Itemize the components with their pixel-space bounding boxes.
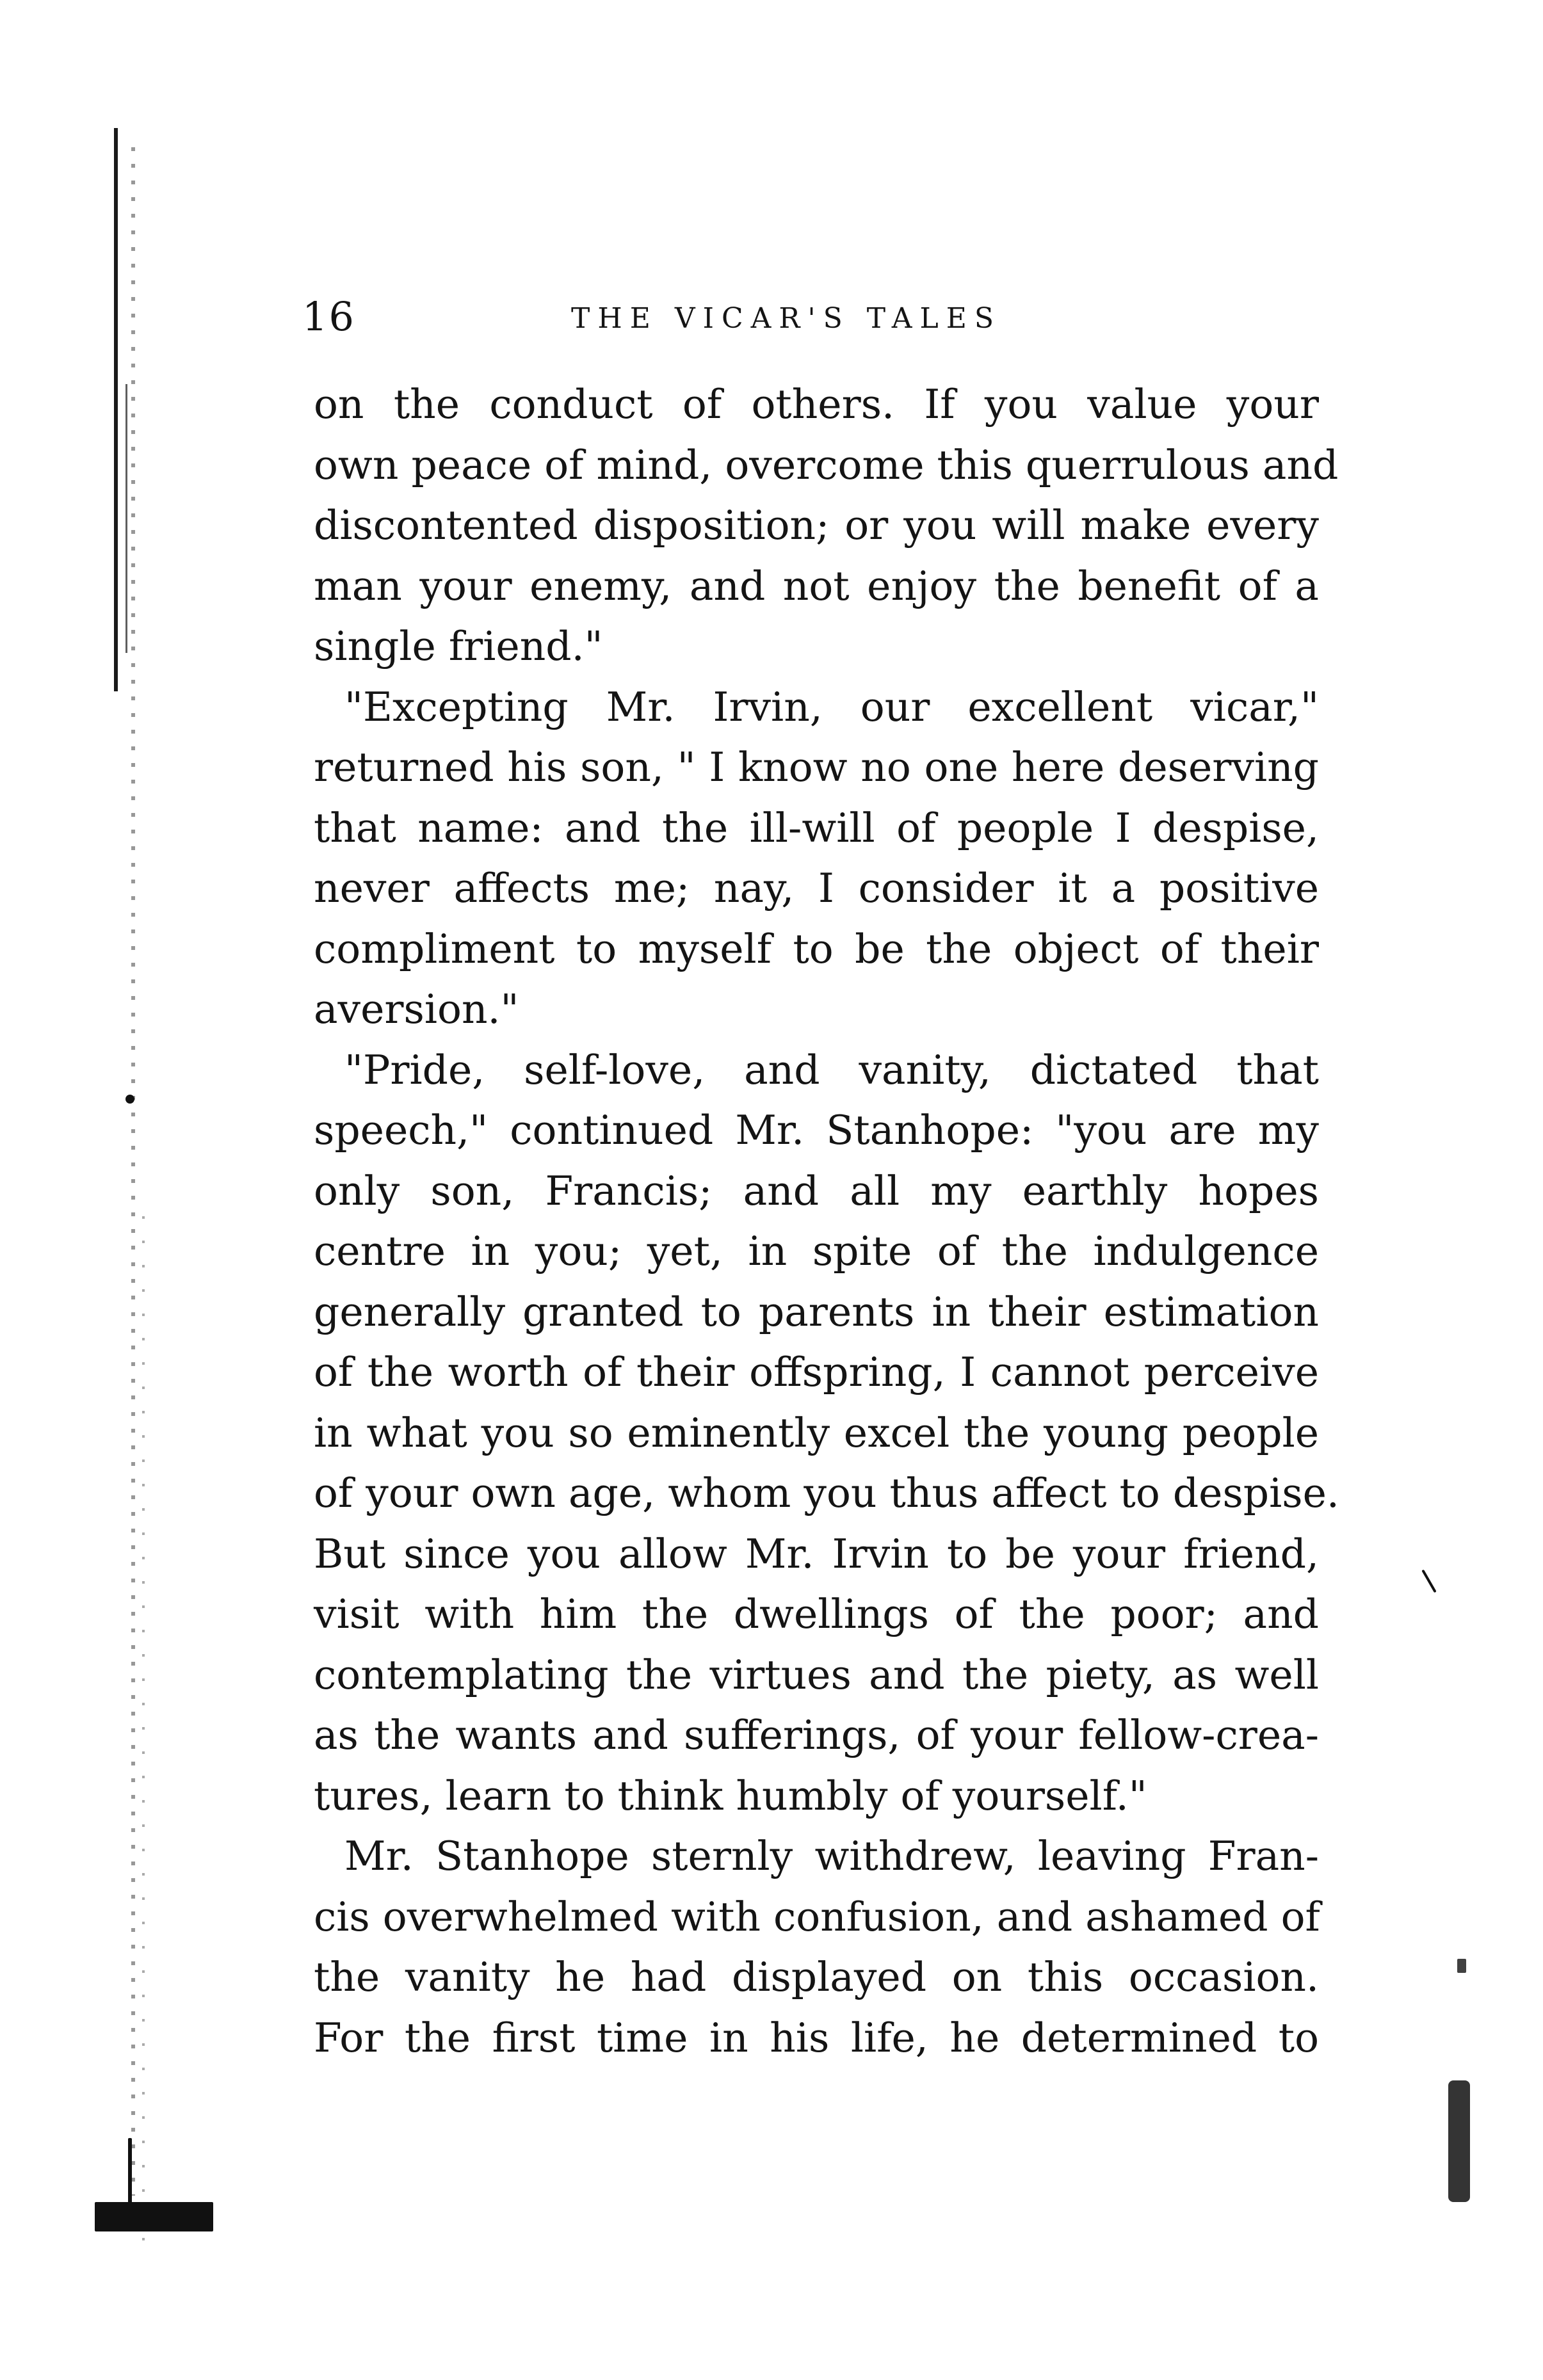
binding-edge-line [114,128,118,691]
running-head [302,291,1327,342]
text-line: For the first time in his life, he determined to [314,2014,1319,2061]
text-line: that name: and the ill-will of people I despise, [314,804,1319,851]
text-line: discontented disposition; or you will make every [314,502,1319,549]
text-line: "Excepting Mr. Irvin, our excellent vicar," [344,683,1319,730]
margin-dot [125,1095,134,1104]
text-line: on the conduct of others. If you value your [314,381,1319,428]
text-line: But since you allow Mr. Irvin to be your friend, [314,1530,1319,1577]
text-line: compliment to myself to be the object of their [314,925,1319,972]
binding-edge-dots [131,147,135,2196]
text-line: only son, Francis; and all my earthly hopes [314,1167,1319,1214]
text-line: tures, learn to think humbly of yourself." [314,1772,1147,1819]
text-line: man your enemy, and not enjoy the benefit of a [314,562,1319,609]
body-text [314,374,1339,2068]
text-line: cis overwhelmed with confusion, and ashamed of [314,1893,1320,1940]
text-line: of the worth of their offspring, I cannot perceive [314,1349,1319,1395]
text-line: as the wants and sufferings, of your fellow-crea- [314,1712,1319,1758]
right-margin-specks [1448,2080,1470,2202]
binding-edge-dots-secondary [142,1216,145,2240]
binding-edge-line-lower [125,384,127,653]
right-margin-star [1457,1959,1466,1973]
running-title: THE VICAR'S TALES [571,302,1001,335]
binding-bottom-stem [128,2138,132,2208]
text-line: Mr. Stanhope sternly withdrew, leaving Fran- [344,1833,1319,1879]
text-line: generally granted to parents in their estimation [314,1288,1319,1335]
text-line: aversion." [314,986,519,1033]
text-line: never affects me; nay, I consider it a positive [314,865,1319,912]
text-line: visit with him the dwellings of the poor; and [314,1591,1319,1637]
text-line: in what you so eminently excel the young people [314,1409,1319,1456]
text-line: speech," continued Mr. Stanhope: "you are my [314,1107,1319,1154]
text-line: single friend." [314,623,603,670]
text-line: returned his son, " I know no one here deserving [314,744,1319,791]
text-line: contemplating the virtues and the piety, as well [314,1651,1319,1698]
text-line: own peace of mind, overcome this querrulous and [314,441,1339,488]
text-line: of your own age, whom you thus affect to despise. [314,1470,1339,1516]
page-number: 16 [302,293,355,340]
right-margin-tick [1421,1570,1436,1593]
text-line: centre in you; yet, in spite of the indulgence [314,1228,1319,1274]
text-line: the vanity he had displayed on this occasion. [314,1954,1319,2000]
text-line: "Pride, self-love, and vanity, dictated that [344,1046,1319,1093]
binding-bottom-mark [95,2202,213,2231]
